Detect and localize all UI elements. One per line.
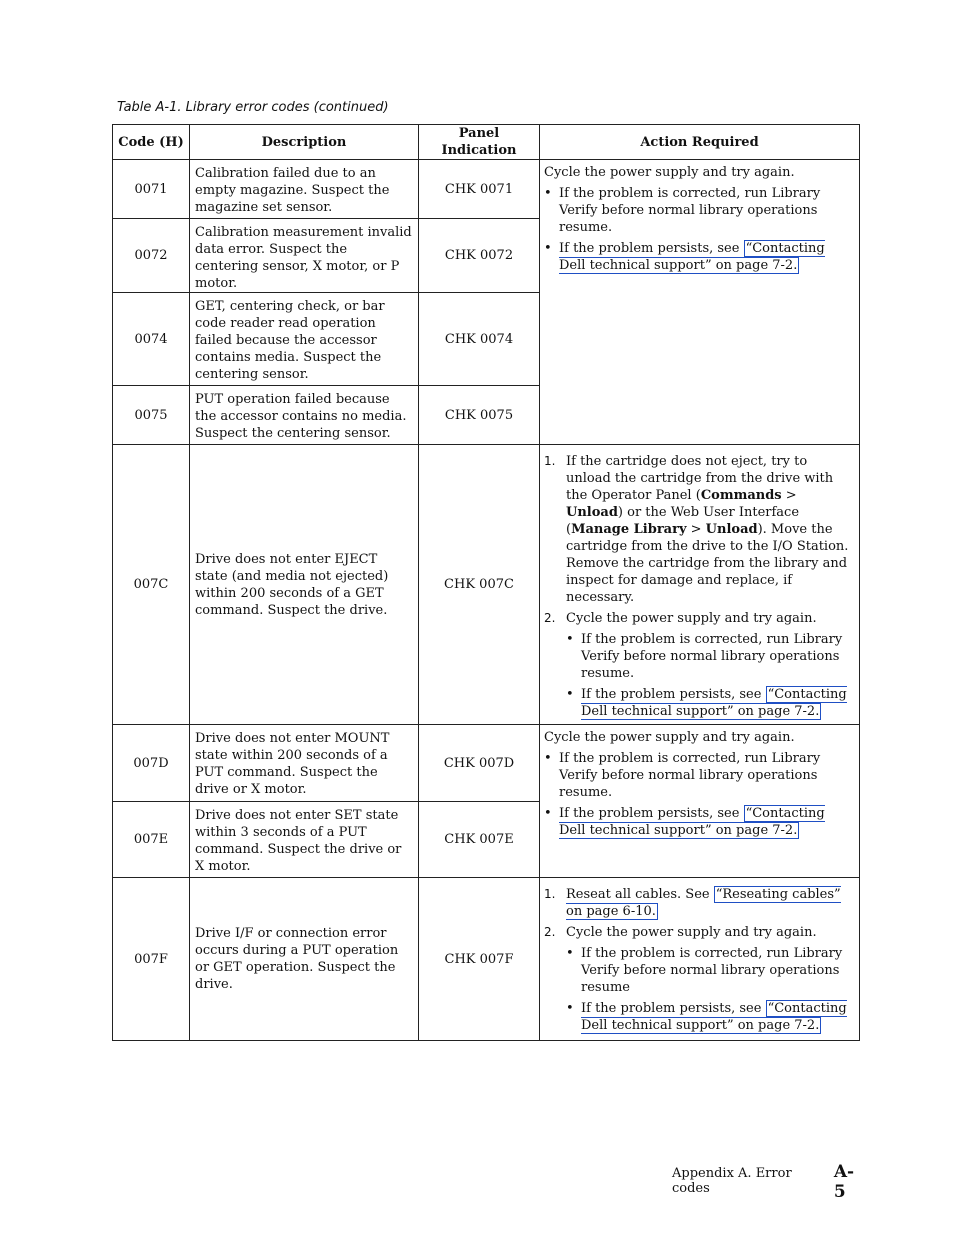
panel-indication: CHK 007E bbox=[419, 802, 540, 878]
step-text: Cycle the power supply and try again. bbox=[566, 925, 817, 940]
table-caption: Table A-1. Library error codes (continued) bbox=[117, 100, 389, 115]
reseating-cables-link[interactable]: “Reseating cables” on page 6-10. bbox=[566, 887, 841, 919]
bullet-marker: • bbox=[566, 687, 574, 702]
table-header-row bbox=[113, 125, 860, 160]
action-required bbox=[540, 160, 860, 445]
table-row bbox=[113, 160, 860, 219]
contacting-dell-support-link[interactable]: “Contacting Dell technical support” on page 7-2. bbox=[581, 687, 847, 719]
header-code: Code (H) bbox=[113, 125, 190, 160]
step-text-prefix: Reseat all cables. See bbox=[566, 887, 714, 902]
action-bullet bbox=[544, 805, 853, 839]
bullet-marker: • bbox=[544, 241, 552, 256]
action-required bbox=[540, 878, 860, 1041]
step-text bbox=[566, 886, 853, 920]
action-intro: Cycle the power supply and try again. bbox=[544, 165, 795, 180]
table-row bbox=[113, 725, 860, 802]
header-description: Description bbox=[190, 125, 419, 160]
step-number: 2. bbox=[544, 925, 556, 939]
contacting-dell-support-link[interactable]: “Contacting Dell technical support” on page 7-2. bbox=[559, 806, 825, 838]
bullet-text-prefix: If the problem persists, see bbox=[559, 806, 744, 821]
action-step bbox=[544, 610, 853, 627]
action-bullet bbox=[544, 750, 853, 801]
action-required bbox=[540, 445, 860, 725]
panel-indication: CHK 007C bbox=[419, 445, 540, 725]
contacting-dell-support-link[interactable]: “Contacting Dell technical support” on page 7-2. bbox=[559, 241, 825, 273]
bullet-text bbox=[581, 1000, 853, 1034]
bullet-text-prefix: If the problem persists, see bbox=[581, 1001, 766, 1016]
action-bullet bbox=[544, 240, 853, 274]
step-text-part: If the cartridge does not eject, try to unload the cartridge from the drive with the Operator Panel ( bbox=[566, 454, 834, 503]
bullet-marker: • bbox=[566, 632, 574, 647]
panel-indication: CHK 007F bbox=[419, 878, 540, 1041]
action-required bbox=[540, 725, 860, 878]
bullet-marker: • bbox=[544, 751, 552, 766]
bullet-text: If the problem is corrected, run Library Verify before normal library operations resume. bbox=[559, 751, 821, 800]
error-description: Drive does not enter EJECT state (and media not ejected) within 200 seconds of a GET command. Suspect the drive. bbox=[190, 445, 419, 725]
error-code: 007C bbox=[113, 445, 190, 725]
bullet-marker: • bbox=[566, 1001, 574, 1016]
bullet-text-prefix: If the problem persists, see bbox=[559, 241, 744, 256]
header-action-required: Action Required bbox=[540, 125, 860, 160]
page-number: A-5 bbox=[833, 1162, 855, 1202]
error-code: 007F bbox=[113, 878, 190, 1041]
action-sub-bullet bbox=[566, 1000, 853, 1034]
action-intro: Cycle the power supply and try again. bbox=[544, 730, 795, 745]
action-sub-bullet bbox=[566, 631, 853, 682]
error-codes-table bbox=[112, 124, 860, 1041]
panel-indication: CHK 0071 bbox=[419, 160, 540, 219]
panel-indication: CHK 007D bbox=[419, 725, 540, 802]
bullet-marker: • bbox=[544, 186, 552, 201]
page-footer bbox=[672, 1162, 862, 1202]
action-sub-bullet bbox=[566, 945, 853, 996]
step-number: 1. bbox=[544, 454, 556, 468]
error-description: Drive I/F or connection error occurs during a PUT operation or GET operation. Suspect the drive. bbox=[190, 878, 419, 1041]
step-text bbox=[566, 453, 853, 606]
footer-section-title: Appendix A. Error codes bbox=[672, 1166, 792, 1196]
action-sub-bullet bbox=[566, 686, 853, 720]
error-code: 0072 bbox=[113, 219, 190, 293]
bullet-text bbox=[559, 805, 853, 839]
error-description: Calibration failed due to an empty magazine. Suspect the magazine set sensor. bbox=[190, 160, 419, 219]
error-description: Drive does not enter MOUNT state within 200 seconds of a PUT command. Suspect the drive or X motor. bbox=[190, 725, 419, 802]
action-step bbox=[544, 924, 853, 941]
step-text-part: ) or the Web User Interface ( bbox=[566, 505, 800, 537]
menu-unload: Unload bbox=[566, 505, 618, 520]
action-step bbox=[544, 453, 853, 606]
error-description: Drive does not enter SET state within 3 seconds of a PUT command. Suspect the drive or X motor. bbox=[190, 802, 419, 878]
step-number: 2. bbox=[544, 611, 556, 625]
table-row bbox=[113, 445, 860, 725]
step-text-part: ). Move the cartridge from the drive to the I/O Station. Remove the cartridge from the library and inspect for damage and replace, if necessary. bbox=[566, 522, 849, 605]
action-bullet bbox=[544, 185, 853, 236]
contacting-dell-support-link[interactable]: “Contacting Dell technical support” on page 7-2. bbox=[581, 1001, 847, 1033]
panel-indication: CHK 0072 bbox=[419, 219, 540, 293]
error-description: PUT operation failed because the accessor contains no media. Suspect the centering sensor. bbox=[190, 386, 419, 445]
step-text: Cycle the power supply and try again. bbox=[566, 611, 817, 626]
menu-separator: > bbox=[781, 488, 797, 503]
bullet-text-prefix: If the problem persists, see bbox=[581, 687, 766, 702]
menu-manage-library: Manage Library bbox=[571, 522, 687, 537]
error-code: 0074 bbox=[113, 293, 190, 386]
bullet-text bbox=[559, 240, 853, 274]
bullet-text: If the problem is corrected, run Library Verify before normal library operations resume. bbox=[559, 186, 821, 235]
table-row bbox=[113, 878, 860, 1041]
error-code: 0071 bbox=[113, 160, 190, 219]
error-code: 0075 bbox=[113, 386, 190, 445]
error-description: Calibration measurement invalid data error. Suspect the centering sensor, X motor, or P motor. bbox=[190, 219, 419, 293]
bullet-marker: • bbox=[566, 946, 574, 961]
bullet-text: If the problem is corrected, run Library Verify before normal library operations resume. bbox=[581, 632, 843, 681]
bullet-text: If the problem is corrected, run Library Verify before normal library operations resume bbox=[581, 946, 843, 995]
header-panel-indication: Panel Indication bbox=[419, 125, 540, 160]
bullet-text bbox=[581, 686, 853, 720]
step-number: 1. bbox=[544, 887, 556, 901]
menu-separator: > bbox=[686, 522, 706, 537]
panel-indication: CHK 0075 bbox=[419, 386, 540, 445]
error-description: GET, centering check, or bar code reader read operation failed because the accessor contains media. Suspect the centering sensor. bbox=[190, 293, 419, 386]
panel-indication: CHK 0074 bbox=[419, 293, 540, 386]
action-step bbox=[544, 886, 853, 920]
menu-commands: Commands bbox=[700, 488, 782, 503]
menu-unload: Unload bbox=[705, 522, 758, 537]
bullet-marker: • bbox=[544, 806, 552, 821]
error-code: 007D bbox=[113, 725, 190, 802]
error-code: 007E bbox=[113, 802, 190, 878]
